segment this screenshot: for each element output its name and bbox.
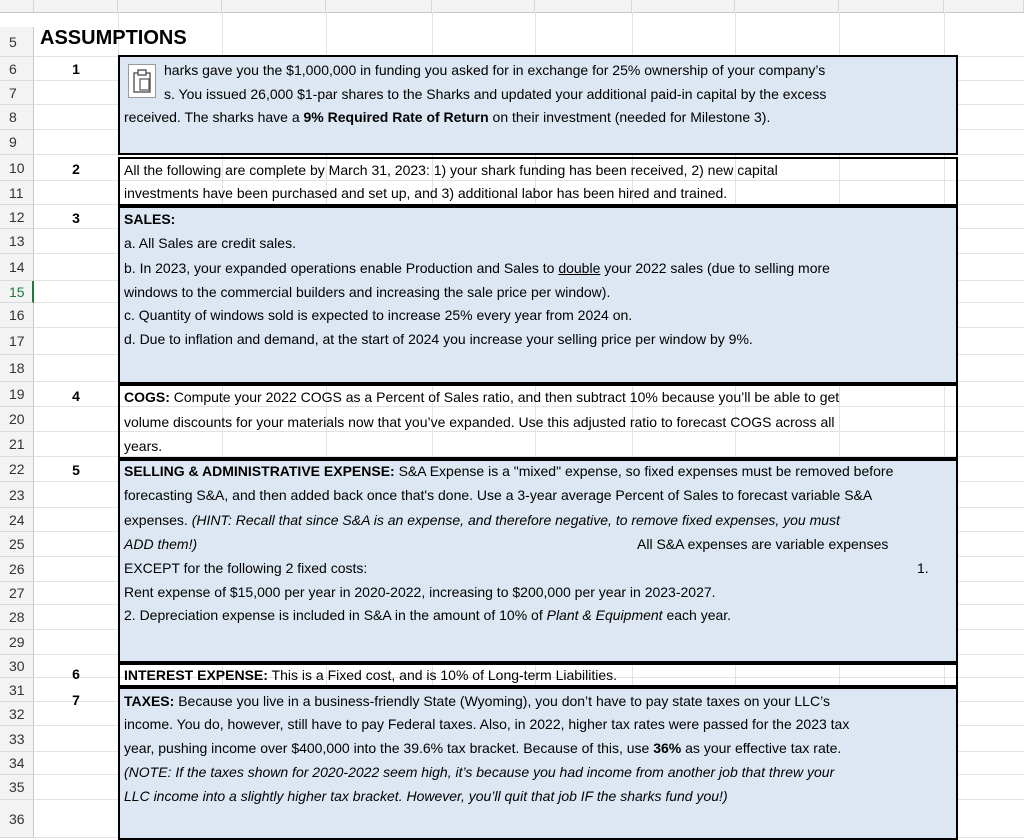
assumption-number[interactable]: 4 (72, 388, 80, 404)
row-header-10[interactable]: 10 (0, 155, 34, 181)
column-header-i[interactable] (839, 0, 944, 12)
row-header-36[interactable]: 36 (0, 800, 34, 838)
assumption-number[interactable]: 6 (72, 666, 80, 682)
text-run: Rent expense of $15,000 per year in 2020-2022, increasing to $200,000 per year in 2023-2027. (124, 584, 716, 600)
text-run: windows to the commercial builders and increasing the sale price per window). (124, 284, 611, 300)
text-run: forecasting S&A, and then added back once that's done. Use a 3-year average Percent of Sales to forecast variable S&A (124, 487, 873, 503)
select-all-corner[interactable] (0, 0, 34, 12)
assumption-line (124, 210, 175, 228)
row-header-32[interactable]: 32 (0, 702, 34, 726)
column-header-a[interactable] (34, 0, 118, 12)
column-header-h[interactable] (735, 0, 839, 12)
assumption-line (124, 330, 753, 348)
text-run: income. You do, however, still have to pay Federal taxes. Also, in 2022, higher tax rates were passed for the 2023 tax (124, 716, 850, 732)
sheet-title[interactable]: ASSUMPTIONS (40, 27, 187, 49)
column-header-c[interactable] (222, 0, 326, 12)
text-run: SELLING & ADMINISTRATIVE EXPENSE: (124, 463, 395, 479)
text-run: year, pushing income over $400,000 into the 39.6% tax bracket. Because of this, use (124, 740, 654, 756)
row-header-34[interactable]: 34 (0, 752, 34, 775)
text-run: This is a Fixed cost, and is 10% of Long-term Liabilities. (267, 667, 618, 683)
row-header-29[interactable]: 29 (0, 630, 34, 655)
text-run: SALES: (124, 211, 176, 227)
row-header-15[interactable]: 15 (0, 281, 34, 303)
text-run: each year. (662, 607, 732, 623)
assumption-number[interactable]: 5 (72, 462, 80, 478)
row-header-35[interactable]: 35 (0, 775, 34, 800)
text-run: EXCEPT for the following 2 fixed costs: (124, 560, 368, 576)
text-run: 2. Depreciation expense is included in S&A in the amount of 10% of (124, 607, 547, 623)
assumption-line (124, 666, 617, 684)
row-header-21[interactable]: 21 (0, 432, 34, 457)
text-run: Because you live in a business-friendly State (Wyoming), you don’t have to pay state taxes on your LLC’s (174, 693, 830, 709)
text-run: double (558, 260, 601, 276)
assumption-number[interactable]: 1 (72, 61, 80, 77)
assumption-line (164, 85, 826, 103)
assumption-line (124, 486, 872, 504)
clipboard-icon (129, 65, 155, 97)
assumption-line (124, 161, 778, 179)
row-header-27[interactable]: 27 (0, 582, 34, 605)
text-run: d. Due to inflation and demand, at the start of 2024 you increase your selling price per window by 9%. (124, 331, 753, 347)
assumption-line (124, 184, 727, 202)
assumption-line (124, 437, 162, 455)
assumption-line (917, 559, 929, 577)
column-header-d[interactable] (326, 0, 432, 12)
column-header-g[interactable] (632, 0, 735, 12)
assumption-line (164, 61, 825, 79)
text-run: LLC income into a slightly higher tax bracket. However, you’ll quit that job IF the sharks fund you!) (124, 788, 728, 804)
assumption-line (124, 763, 834, 781)
text-run: b. In 2023, your expanded operations enable Production and Sales to (124, 260, 559, 276)
assumption-number[interactable]: 7 (72, 692, 80, 708)
text-run: received. The sharks have a (124, 109, 304, 125)
text-run: Compute your 2022 COGS as a Percent of Sales ratio, and then subtract 10% because you’ll be able to get (169, 389, 840, 405)
assumption-line (637, 535, 888, 553)
text-run: years. (124, 438, 163, 454)
text-run: c. Quantity of windows sold is expected to increase 25% every year from 2024 on. (124, 307, 633, 323)
column-header-b[interactable] (118, 0, 222, 12)
column-header-l[interactable] (958, 0, 1024, 12)
text-run: COGS: (124, 389, 170, 405)
text-run: a. All Sales are credit sales. (124, 235, 296, 251)
row-header-7[interactable]: 7 (0, 81, 34, 105)
text-run: (NOTE: If the taxes shown for 2020-2022 seem high, it’s because you had income from another job that threw your (124, 764, 835, 780)
assumption-line (124, 787, 728, 805)
row-header-16[interactable]: 16 (0, 303, 34, 328)
text-run: Plant & Equipment (546, 607, 663, 623)
row-header-23[interactable]: 23 (0, 482, 34, 508)
column-header-e[interactable] (432, 0, 535, 12)
row-header-12[interactable]: 12 (0, 205, 34, 229)
row-header-6[interactable]: 6 (0, 57, 34, 81)
row-header-19[interactable]: 19 (0, 382, 34, 407)
text-run: (HINT: Recall that since S&A is an expense, and therefore negative, to remove fixed expenses, you must (191, 512, 840, 528)
row-header-24[interactable]: 24 (0, 508, 34, 532)
row-header-25[interactable]: 25 (0, 532, 34, 557)
text-run: TAXES: (124, 693, 175, 709)
row-header-11[interactable]: 11 (0, 181, 34, 205)
row-header-20[interactable]: 20 (0, 407, 34, 432)
assumption-line (124, 388, 839, 406)
assumption-line (124, 559, 367, 577)
assumption-number[interactable]: 3 (72, 210, 80, 226)
text-run: 36% (653, 740, 682, 756)
row-header-14[interactable]: 14 (0, 254, 34, 281)
row-header-31[interactable]: 31 (0, 678, 34, 702)
assumption-line (124, 283, 610, 301)
text-run: investments have been purchased and set up, and 3) additional labor has been hired and trained. (124, 185, 728, 201)
text-run: s. You issued 26,000 $1-par shares to the Sharks and updated your additional paid-in capital by the excess (164, 86, 827, 102)
assumption-line (124, 739, 841, 757)
text-run: All S&A expenses are variable expenses (637, 536, 889, 552)
text-run: expenses. (124, 512, 192, 528)
assumption-line (124, 535, 197, 553)
text-run: S&A Expense is a "mixed" expense, so fixed expenses must be removed before (394, 463, 894, 479)
assumption-line (124, 511, 840, 529)
assumption-line (124, 306, 632, 324)
row-header-33[interactable]: 33 (0, 726, 34, 752)
text-run: 9% Required Rate of Return (303, 109, 489, 125)
assumption-line (124, 462, 893, 480)
assumption-line (124, 234, 296, 252)
row-header-8[interactable]: 8 (0, 105, 34, 130)
assumption-number[interactable]: 2 (72, 161, 80, 177)
row-header-22[interactable]: 22 (0, 457, 34, 482)
text-run: ADD them!) (124, 536, 198, 552)
row-header-13[interactable]: 13 (0, 229, 34, 254)
column-header-f[interactable] (535, 0, 632, 12)
text-run: 1. (917, 560, 929, 576)
row-header-30[interactable]: 30 (0, 655, 34, 678)
row-header-26[interactable]: 26 (0, 557, 34, 582)
text-run: harks gave you the $1,000,000 in funding you asked for in exchange for 25% ownership of your company’s (164, 62, 826, 78)
assumption-line (124, 413, 834, 431)
paste-options-button[interactable] (128, 64, 156, 98)
assumption-line (124, 259, 830, 277)
row-header-28[interactable]: 28 (0, 605, 34, 630)
text-run: All the following are complete by March 31, 2023: 1) your shark funding has been received, 2) new capital (124, 162, 778, 178)
text-run: as your effective tax rate. (681, 740, 842, 756)
assumption-line (124, 583, 716, 601)
text-run: INTEREST EXPENSE: (124, 667, 268, 683)
text-run: your 2022 sales (due to selling more (600, 260, 830, 276)
assumption-line (124, 692, 830, 710)
text-run: on their investment (needed for Milestone 3). (488, 109, 771, 125)
row-header-9[interactable]: 9 (0, 130, 34, 155)
row-header-17[interactable]: 17 (0, 328, 34, 355)
row-header-5[interactable]: 5 (0, 27, 34, 57)
assumption-line (124, 606, 731, 624)
assumption-line (124, 108, 770, 126)
row-header-18[interactable]: 18 (0, 355, 34, 382)
assumption-line (124, 715, 849, 733)
text-run: volume discounts for your materials now that you’ve expanded. Use this adjusted ratio to forecast COGS across all (124, 414, 835, 430)
